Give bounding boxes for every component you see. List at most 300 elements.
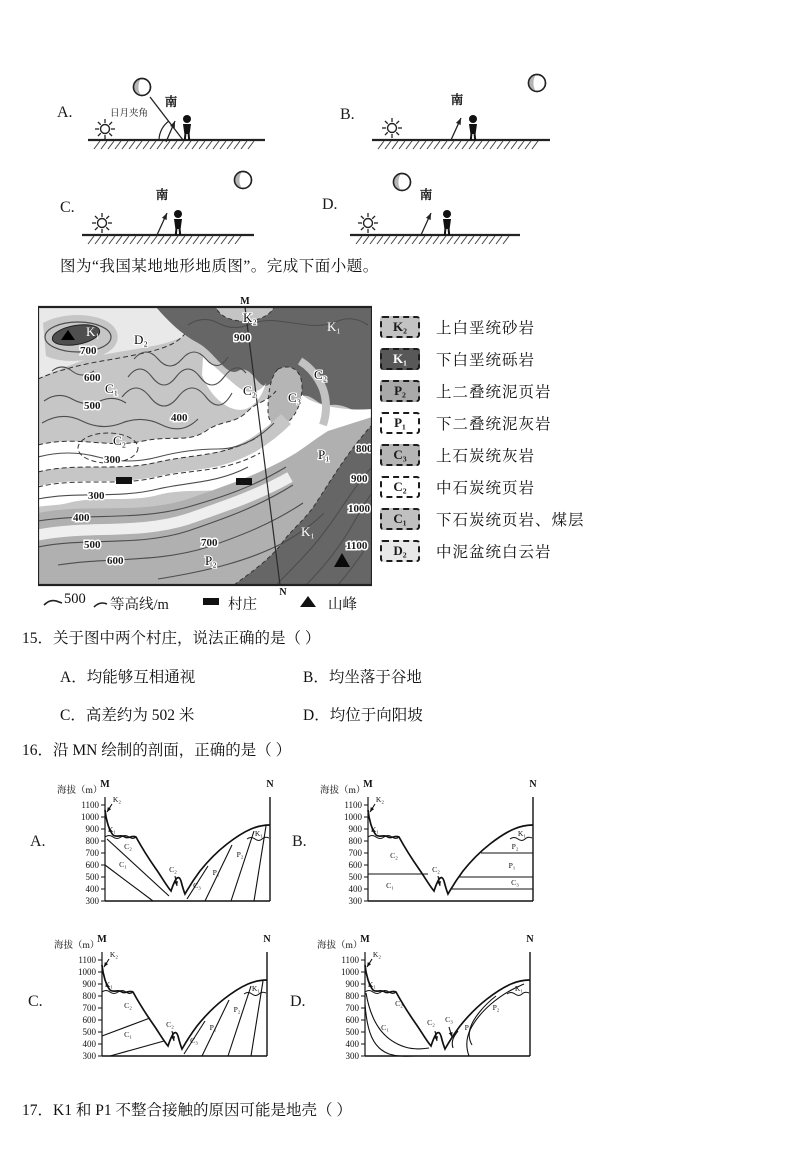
ground-hatch [469,141,475,149]
map-label: P₁ [318,447,330,462]
stratum-label: K₁ [104,980,114,989]
person-icon [469,115,477,140]
ground-hatch [419,236,425,244]
legend-item [380,380,585,402]
stratum-label: C₂ [427,1018,435,1027]
ground-hatch [405,236,411,244]
q15-option-a [60,665,195,687]
y-tick-label: 500 [345,1027,359,1037]
south-label: 南 [155,188,169,202]
ground-hatch [427,141,433,149]
south-label: 南 [450,93,464,107]
contour-sample-icon [94,603,107,607]
ground-hatch [179,236,185,244]
map-label: 300 [104,454,121,466]
legend-item [380,316,585,338]
moon-icon [234,172,252,189]
q15-option-b [303,665,422,687]
y-tick-label: 600 [348,860,362,870]
ground-hatch [433,236,439,244]
south-arrowhead [456,118,461,125]
profile-letter-a: A. [30,833,46,850]
map-label: C₂ [113,433,127,448]
profile-diagram-a [55,775,285,917]
ground-hatch [399,141,405,149]
ground-hatch [101,141,107,149]
ground-hatch [378,141,384,149]
map-label: K₁ [301,524,315,539]
stratum-label: K₁ [107,825,117,834]
pointer-arrowhead [171,1036,175,1041]
geologic-map [38,294,372,596]
legend-item [380,348,585,370]
ground-hatch [406,141,412,149]
map-label: 800 [356,443,372,455]
legend-swatch: P₂ [380,380,420,402]
map-label: K₂ [243,310,257,325]
q15-option-a-text: 均能够互相通视 [86,669,196,686]
stratum-label: C₁ [119,860,127,869]
person-icon [174,210,182,235]
profile-diagram-b [318,775,548,917]
profile-letter-b: B. [292,833,307,850]
ground-hatch [206,141,212,149]
ground-hatch [483,141,489,149]
sky-option-letter-a: A. [57,104,73,121]
pointer-arrowhead [437,881,441,886]
ground-hatch [482,236,488,244]
ground-hatch [503,236,509,244]
y-tick-label: 600 [85,860,99,870]
map-label: 700 [201,537,218,549]
map-label: 500 [84,539,101,551]
y-tick-label: 1100 [81,800,99,810]
y-tick-label: 800 [348,836,362,846]
ground-hatch [185,141,191,149]
ground-hatch [129,141,135,149]
contour-sample-icon [44,601,62,605]
stratum-label: K₁ [254,829,264,838]
map-label: C₁ [105,381,119,396]
question-17 [22,1098,352,1120]
ground-hatch [420,141,426,149]
ground-hatch [497,141,503,149]
ground-hatch [518,141,524,149]
legend-swatch: C₁ [380,508,420,530]
ground-hatch [468,236,474,244]
ground-hatch [165,236,171,244]
y-tick-label: 800 [85,836,99,846]
stratum-label: C₃ [193,881,201,890]
legend-swatch: K₁ [380,348,420,370]
legend-desc: 下石炭统页岩、煤层 [436,512,585,529]
ground-hatch [164,141,170,149]
person-icon [443,210,451,235]
profile-n-label: N [529,779,537,790]
ground-hatch [102,236,108,244]
y-tick-label: 1100 [344,800,362,810]
stratum-label: C₁ [381,1023,389,1032]
ground-hatch [476,141,482,149]
ground-hatch [88,236,94,244]
y-tick-label: 1100 [78,955,96,965]
stratum-label: C₃ [511,878,519,887]
peak-icon [300,596,316,607]
y-tick-label: 400 [85,884,99,894]
ground-hatch [136,141,142,149]
ground-hatch [426,236,432,244]
map-key-row [40,590,380,618]
ground-hatch [150,141,156,149]
stratum-label: C₃ [190,1036,198,1045]
ground-hatch [370,236,376,244]
ground-hatch [220,141,226,149]
south-label: 南 [164,95,178,109]
stratum-label: P₁ [508,861,516,870]
map-legend [380,316,585,562]
ground-hatch [385,141,391,149]
ground-hatch [108,141,114,149]
map-label: P₂ [205,553,217,568]
pointer-arrowhead [174,881,178,886]
y-tick-label: 900 [345,979,359,989]
profile-m-label: M [363,779,373,790]
map-label: K₁ [86,324,100,339]
y-tick-label: 400 [348,884,362,894]
ground-hatch [447,236,453,244]
ground-hatch [116,236,122,244]
ground-hatch [234,141,240,149]
ground-hatch [157,141,163,149]
question-15 [22,626,320,648]
sky-diagram-d [342,167,537,251]
y-tick-label: 700 [85,848,99,858]
ground-hatch [489,236,495,244]
y-tick-label: 500 [85,872,99,882]
y-tick-label: 500 [348,872,362,882]
profile-m-label: M [97,934,107,945]
pointer-arrowhead [449,1032,453,1037]
stratum-label: K₁ [517,829,527,838]
stratum-label: C₁ [124,1030,132,1039]
sun-icon [358,213,378,233]
stratum-label: C₂ [395,999,403,1008]
y-tick-label: 300 [345,1051,359,1061]
ground-hatch [115,141,121,149]
map-label: C₂ [314,367,328,382]
ground-hatch [227,141,233,149]
ground-hatch [377,236,383,244]
intro-text: 图为“我国某地地形地质图”。完成下面小题。 [60,258,379,275]
map-label: 700 [80,345,97,357]
map-label: 900 [351,473,368,485]
legend-desc: 上石炭统灰岩 [436,448,536,465]
stratum-label: C₂ [124,842,132,851]
stratum-boundary [107,839,169,896]
ground-hatch [172,236,178,244]
profile-m-label: M [100,779,110,790]
ground-hatch [398,236,404,244]
sun-icon [92,213,112,233]
y-tick-label: 800 [82,991,96,1001]
q15-option-b-label: B． [303,669,329,686]
map-label: 900 [234,332,251,344]
sun-icon [95,119,115,139]
y-tick-label: 300 [85,896,99,906]
elevation-axis-label: 海拔（m） [57,786,103,796]
stratum-label: C₂ [390,851,398,860]
q15-option-d-text: 均位于向阳坡 [329,707,423,724]
village-icon [236,478,252,485]
ground-hatch [178,141,184,149]
profile-letter-c: C. [28,993,43,1010]
village-label: 村庄 [228,597,257,613]
ground-hatch [440,236,446,244]
legend-desc: 中石炭统页岩 [436,480,536,497]
village-icon [203,598,219,605]
y-tick-label: 600 [345,1015,359,1025]
legend-desc: 中泥盆统白云岩 [436,544,552,561]
ground-hatch [441,141,447,149]
south-arrowhead [162,213,167,220]
ground-hatch [158,236,164,244]
ground-hatch [391,236,397,244]
elevation-axis-label: 海拔（m） [320,786,366,796]
stratum-label: K₁ [367,980,377,989]
ground-hatch [461,236,467,244]
legend-desc: 下白垩统砾岩 [436,352,536,369]
question-15-number: 15． [22,630,54,647]
ground-hatch [207,236,213,244]
stratum-label: K₂ [109,950,119,959]
ground-hatch [109,236,115,244]
stratum-label: P₁ [464,1023,472,1032]
sky-option-letter-c: C. [60,199,75,216]
sky-diagram-a [80,72,275,156]
sky-diagram-b [365,72,560,156]
stratum-label: K₂ [372,950,382,959]
ground-hatch [248,141,254,149]
ground-hatch [241,141,247,149]
terrain-profile [105,810,270,894]
ground-hatch [511,141,517,149]
y-tick-label: 1100 [341,955,359,965]
profile-n-label: N [263,934,271,945]
elevation-axis-label: 海拔（m） [54,941,100,951]
map-label: C₃ [288,390,302,405]
y-tick-label: 1000 [81,812,99,822]
stratum-label: C₂ [432,865,440,874]
ground-hatch [525,141,531,149]
map-label: D₂ [134,332,148,347]
stratum-label: P₂ [233,1005,241,1014]
map-label: K₁ [327,319,341,334]
legend-swatch: C₂ [380,476,420,498]
map-body [38,307,372,585]
ground-hatch [448,141,454,149]
stratum-label: C₂ [166,1020,174,1029]
map-label: 300 [88,490,105,502]
y-tick-label: 1000 [344,812,362,822]
stratum-label: C₃ [445,1015,453,1024]
y-tick-label: 900 [85,824,99,834]
legend-item [380,508,585,530]
ground-hatch [95,236,101,244]
stratum-label: P₂ [511,842,519,851]
ground-hatch [504,141,510,149]
profile-m-label: M [360,934,370,945]
y-tick-label: 400 [345,1039,359,1049]
contour-value-label: 500 [64,591,86,607]
stratum-boundary [228,986,251,1056]
y-tick-label: 1000 [341,967,359,977]
sun-moon-angle-label: 日月夹角 [110,109,149,119]
ground-hatch [384,236,390,244]
y-tick-label: 700 [345,1003,359,1013]
south-label: 南 [419,188,433,202]
stratum-label: C₂ [169,865,177,874]
legend-desc: 上二叠统泥页岩 [436,384,552,401]
stratum-label: P₁ [209,1023,217,1032]
ground-hatch [496,236,502,244]
legend-item [380,476,585,498]
map-label: 400 [171,412,188,424]
stratum-label: K₁ [251,984,261,993]
ground-hatch [130,236,136,244]
ground-hatch [171,141,177,149]
sky-option-letter-d: D. [322,196,338,213]
profile-diagram-d [315,930,545,1072]
legend-swatch: C₃ [380,444,420,466]
stratum-label: K₂ [112,795,122,804]
profile-n-label: N [266,779,274,790]
y-tick-label: 900 [348,824,362,834]
ground-hatch [413,141,419,149]
pointer-arrowhead [434,1036,438,1041]
stratum-label: K₁ [370,825,380,834]
y-tick-label: 1000 [78,967,96,977]
legend-desc: 下二叠统泥灰岩 [436,416,552,433]
ground-hatch [454,236,460,244]
q15-option-c-text: 高差约为 502 米 [85,707,195,724]
map-label: 500 [84,400,101,412]
y-tick-label: 500 [82,1027,96,1037]
q15-option-d [303,703,423,725]
elevation-axis-label: 海拔（m） [317,941,363,951]
map-label: 600 [84,372,101,384]
q15-option-c-label: C． [60,707,86,724]
legend-swatch: D₂ [380,540,420,562]
map-point-n-label: N [279,587,287,596]
ground-hatch [123,236,129,244]
ground-hatch [363,236,369,244]
sun-icon [382,118,402,138]
y-tick-label: 600 [82,1015,96,1025]
ground-hatch [186,236,192,244]
person-icon [183,115,191,140]
moon-icon [528,75,546,92]
legend-swatch: P₁ [380,412,420,434]
question-16-number: 16． [22,742,54,759]
stratum-boundary [105,865,153,901]
ground-hatch [192,141,198,149]
ground-hatch [144,236,150,244]
legend-swatch: K₂ [380,316,420,338]
peak-label: 山峰 [328,597,357,613]
question-15-text: 关于图中两个村庄，说法正确的是（ ） [53,630,321,647]
ground-hatch [151,236,157,244]
ground-hatch [228,236,234,244]
profile-n-label: N [526,934,534,945]
ground-hatch [94,141,100,149]
ground-hatch [462,141,468,149]
y-tick-label: 700 [82,1003,96,1013]
profile-diagram-c [52,930,282,1072]
ground-hatch [532,141,538,149]
moon-icon [133,79,151,96]
sky-option-letter-b: B. [340,106,355,123]
moon-icon [393,174,411,191]
q15-option-c [60,703,194,725]
stratum-label: P₂ [492,1003,500,1012]
legend-desc: 上白垩统砂岩 [436,320,536,337]
map-label: 1100 [346,540,368,552]
stratum-label: C₁ [386,881,394,890]
legend-item [380,412,585,434]
village-icon [116,477,132,484]
ground-hatch [213,141,219,149]
ground-hatch [475,236,481,244]
question-17-text: K1 和 P1 不整合接触的原因可能是地壳（ ） [53,1102,352,1119]
ground-hatch [412,236,418,244]
map-label: 600 [107,555,124,567]
y-tick-label: 300 [348,896,362,906]
q15-option-d-label: D． [303,707,330,724]
ground-hatch [356,236,362,244]
ground-hatch [122,141,128,149]
stratum-boundary [110,1041,164,1056]
y-tick-label: 900 [82,979,96,989]
question-17-number: 17． [22,1102,54,1119]
map-label: C₂ [243,383,257,398]
map-point-m-label: M [240,296,250,307]
ground-hatch [193,236,199,244]
y-tick-label: 400 [82,1039,96,1049]
ground-hatch [200,236,206,244]
stratum-label: P₁ [212,868,220,877]
stratum-boundary [231,831,254,901]
stratum-label: C₂ [124,1001,132,1010]
terrain-profile [365,965,530,1049]
stratum-label: K₁ [514,984,524,993]
ground-hatch [199,141,205,149]
ground-hatch [221,236,227,244]
contour-name-label: 等高线/m [110,597,169,613]
q15-option-a-label: A． [60,669,87,686]
legend-item [380,444,585,466]
y-tick-label: 700 [348,848,362,858]
question-16 [22,738,291,760]
ground-hatch [434,141,440,149]
stratum-label: P₂ [236,850,244,859]
question-16-text: 沿 MN 绘制的剖面，正确的是（ ） [53,742,292,759]
profile-letter-d: D. [290,993,306,1010]
y-tick-label: 800 [345,991,359,1001]
ground-hatch [455,141,461,149]
ground-hatch [143,141,149,149]
south-arrowhead [426,213,431,220]
y-tick-label: 300 [82,1051,96,1061]
